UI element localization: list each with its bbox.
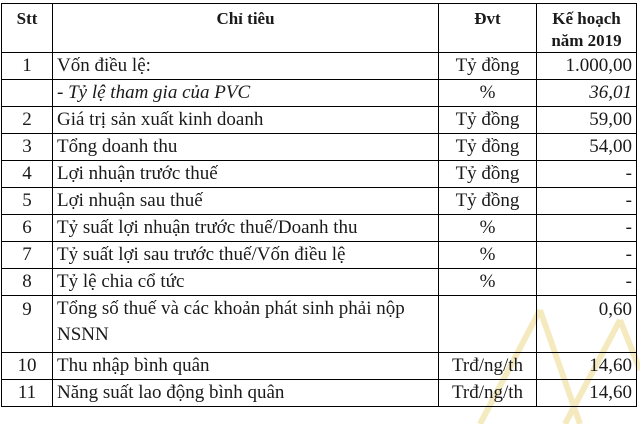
header-unit: Đvt [439, 4, 537, 53]
table-row [2, 107, 637, 134]
cell-stt: 9 [2, 296, 53, 353]
header-indicator: Chỉ tiêu [53, 4, 439, 53]
cell-indicator: Vốn điều lệ: [53, 53, 439, 80]
cell-value: 0,60 [537, 296, 637, 353]
header-plan-line1: Kế hoạch [552, 9, 621, 28]
cell-unit: Trđ/ng/th [439, 353, 537, 380]
cell-unit: Trđ/ng/th [439, 380, 537, 407]
cell-stt: 10 [2, 353, 53, 380]
cell-value: - [537, 215, 637, 242]
cell-unit [439, 296, 537, 353]
cell-stt: 8 [2, 269, 53, 296]
header-plan-2019 [537, 4, 637, 53]
cell-indicator: Năng suất lao động bình quân [53, 380, 439, 407]
cell-value: 59,00 [537, 107, 637, 134]
header-stt: Stt [2, 4, 53, 53]
table-row [2, 80, 637, 107]
plan-table [1, 3, 637, 407]
table-header-row [2, 4, 637, 53]
cell-value: 1.000,00 [537, 53, 637, 80]
cell-stt: 1 [2, 53, 53, 80]
cell-unit: % [439, 80, 537, 107]
cell-unit: % [439, 269, 537, 296]
cell-stt: 3 [2, 134, 53, 161]
cell-value: 54,00 [537, 134, 637, 161]
cell-value: - [537, 188, 637, 215]
cell-unit: Tỷ đồng [439, 53, 537, 80]
cell-indicator: - Tỷ lệ tham gia của PVC [53, 80, 439, 107]
cell-indicator: Lợi nhuận trước thuế [53, 161, 439, 188]
cell-stt: 6 [2, 215, 53, 242]
table-row [2, 188, 637, 215]
cell-unit: % [439, 242, 537, 269]
cell-stt: 2 [2, 107, 53, 134]
cell-value: - [537, 269, 637, 296]
cell-value: - [537, 242, 637, 269]
cell-value: 36,01 [537, 80, 637, 107]
cell-value: 14,60 [537, 380, 637, 407]
cell-stt: 5 [2, 188, 53, 215]
cell-indicator: Tổng doanh thu [53, 134, 439, 161]
cell-indicator: Tổng số thuế và các khoản phát sinh phải nộp NSNN [53, 296, 439, 353]
cell-stt: 7 [2, 242, 53, 269]
cell-unit: % [439, 215, 537, 242]
cell-unit: Tỷ đồng [439, 188, 537, 215]
table-row [2, 353, 637, 380]
cell-unit: Tỷ đồng [439, 161, 537, 188]
table-row [2, 53, 637, 80]
cell-value: 14,60 [537, 353, 637, 380]
table-row [2, 242, 637, 269]
cell-indicator: Tỷ suất lợi nhuận trước thuế/Doanh thu [53, 215, 439, 242]
table-row [2, 296, 637, 353]
cell-indicator: Giá trị sản xuất kinh doanh [53, 107, 439, 134]
cell-stt: 11 [2, 380, 53, 407]
cell-stt [2, 80, 53, 107]
cell-stt: 4 [2, 161, 53, 188]
cell-unit: Tỷ đồng [439, 107, 537, 134]
cell-value: - [537, 161, 637, 188]
header-plan-line2: năm 2019 [551, 31, 622, 50]
table-row [2, 161, 637, 188]
table-row [2, 215, 637, 242]
cell-indicator: Tỷ suất lợi sau trước thuế/Vốn điều lệ [53, 242, 439, 269]
cell-indicator: Lợi nhuận sau thuế [53, 188, 439, 215]
cell-indicator: Thu nhập bình quân [53, 353, 439, 380]
cell-unit: Tỷ đồng [439, 134, 537, 161]
table-row [2, 269, 637, 296]
table-row [2, 380, 637, 407]
cell-indicator: Tỷ lệ chia cổ tức [53, 269, 439, 296]
table-row [2, 134, 637, 161]
